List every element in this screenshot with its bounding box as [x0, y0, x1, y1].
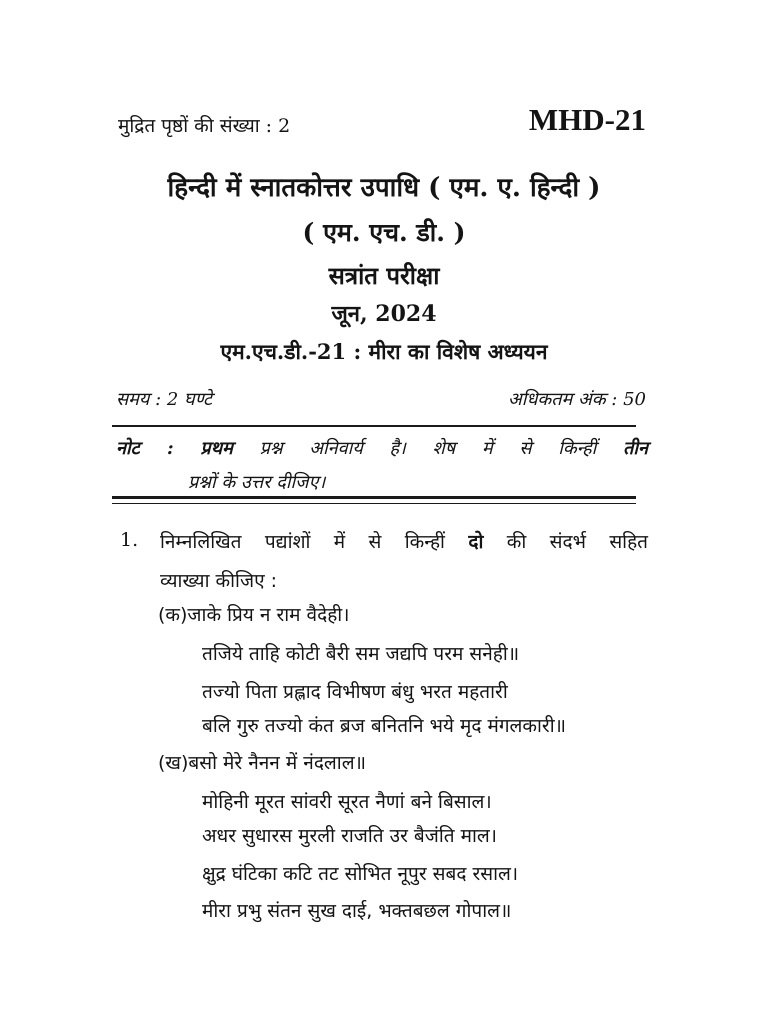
verse-line: क्षुद्र घंटिका कटि तट सोभित नूपुर सबद रसाल।	[202, 863, 519, 885]
verse-line: मीरा प्रभु संतन सुख दाई, भक्तबछल गोपाल॥	[202, 900, 512, 922]
verse-line: जाके प्रिय न राम वैदेही।	[187, 604, 350, 626]
exam-type: सत्रांत परीक्षा	[328, 261, 440, 290]
note-instruction-continued: प्रश्नों के उत्तर दीजिए।	[188, 472, 326, 493]
verse-line: तज्यो पिता प्रह्लाद विभीषण बंधु भरत महतारी	[202, 681, 508, 703]
verse-line: बसो मेरे नैनन में नंदलाल॥	[188, 752, 366, 774]
exam-programme-title: हिन्दी में स्नातकोत्तर उपाधि ( एम. ए. हिन्दी )	[167, 173, 601, 203]
question-text: निम्नलिखित पद्यांशों में से किन्हीं दो की संदर्भ सहित	[160, 531, 649, 553]
exam-time: समय : 2 घण्टे	[116, 389, 213, 410]
part-ka	[158, 601, 349, 627]
question-bold-count: दो	[468, 531, 484, 553]
note-label: नोट :	[116, 438, 174, 459]
divider-top	[112, 425, 636, 427]
verse-line: तजिये ताहि कोटी बैरी सम जद्यपि परम सनेही॥	[202, 643, 520, 665]
part-kha	[158, 749, 366, 775]
max-marks: अधिकतम अंक : 50	[507, 389, 646, 410]
note-instruction	[116, 436, 648, 460]
note-three: तीन	[623, 438, 648, 459]
part-ka-label: (क)	[158, 604, 188, 626]
course-code: MHD-21	[528, 102, 646, 137]
verse-line: बलि गुरु तज्यो कंत ब्रज बनितनि भये मृद मंगलकारी॥	[202, 715, 567, 737]
divider-double-thick	[112, 496, 636, 499]
part-kha-label: (ख)	[158, 752, 189, 774]
question-text-continued: व्याख्या कीजिए :	[160, 570, 278, 592]
exam-session: जून, 2024	[331, 301, 437, 327]
verse-line: अधर सुधारस मुरली राजति उर बैजंति माल।	[202, 825, 497, 847]
paper-title: एम.एच.डी.-21 : मीरा का विशेष अध्ययन	[220, 339, 548, 364]
note-text: प्रश्न अनिवार्य है। शेष में से किन्हीं	[259, 438, 597, 459]
note-first: प्रथम	[200, 438, 233, 459]
question-number: 1.	[120, 529, 139, 551]
divider-double-thin	[112, 503, 636, 504]
verse-line: मोहिनी मूरत सांवरी सूरत नैणां बने बिसाल।	[202, 791, 492, 813]
programme-abbreviation: ( एम. एच. डी. )	[302, 218, 466, 247]
printed-pages-count: मुद्रित पृष्ठों की संख्या : 2	[118, 115, 291, 137]
